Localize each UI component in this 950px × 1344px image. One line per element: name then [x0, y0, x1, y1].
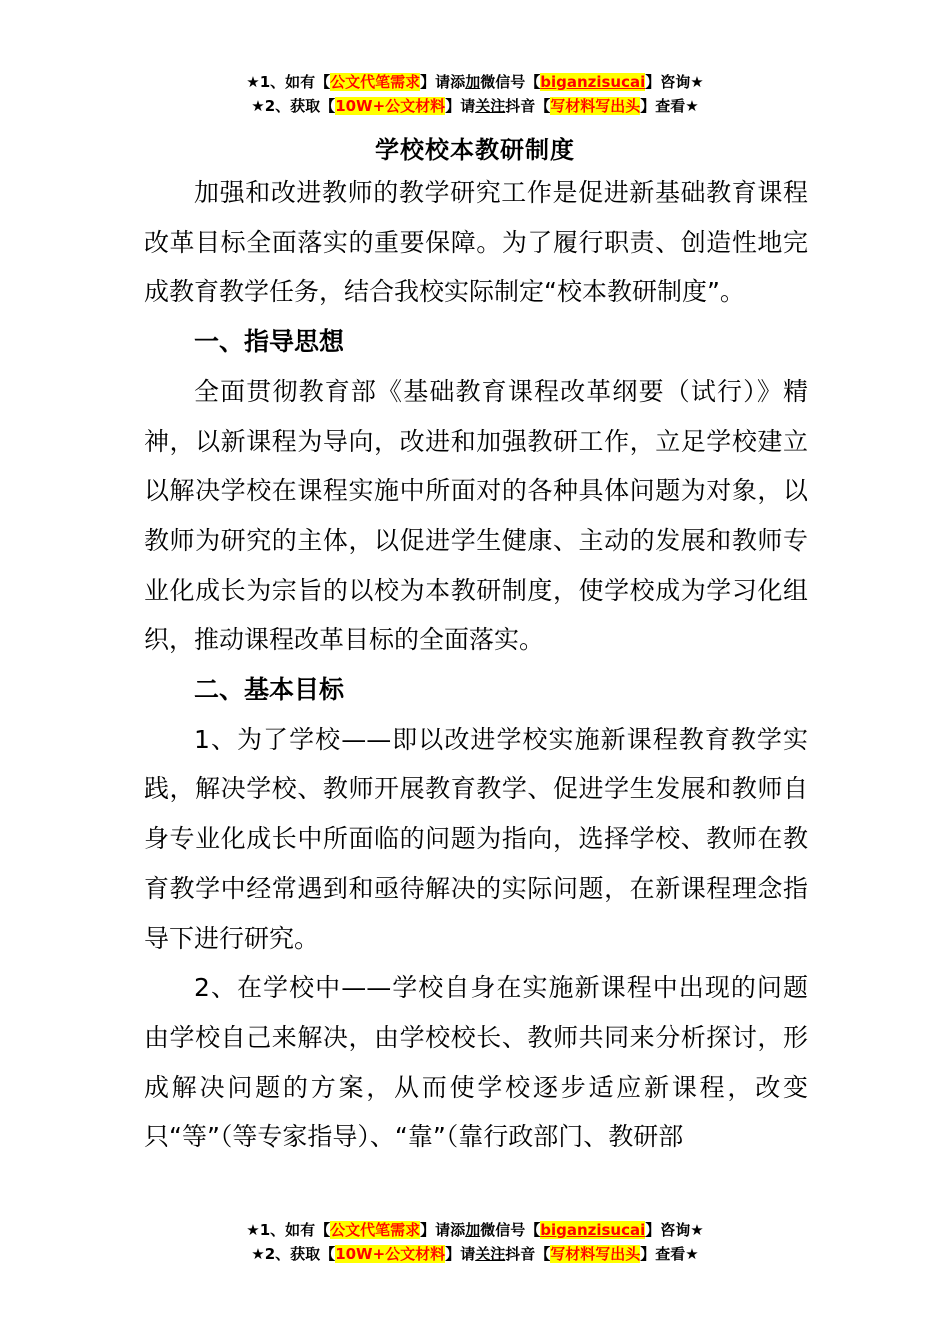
highlight-douyin: 写材料写出头	[550, 1245, 641, 1263]
banner-text: 】咨询★	[645, 1221, 704, 1239]
footer-banner	[0, 1218, 950, 1266]
banner-text: 】请添	[420, 1221, 466, 1239]
highlight-materials: 10W+公文材料	[335, 1245, 446, 1263]
banner-text: 抖音【	[505, 97, 551, 115]
banner-line-2	[0, 94, 950, 118]
paragraph-goal-1: 1、为了学校——即以改进学校实施新课程教育教学实践，解决学校、教师开展教育教学、促进学生发展和教师自身专业化成长中所面临的问题为指向，选择学校、教师在教育教学中经常遇到和亟待解决的实际问题，在新课程理念指导下进行研究。	[144, 724, 808, 953]
banner-text: ★2、获取【	[251, 97, 336, 115]
section-heading-guiding-thought: 一、指导思想	[194, 327, 345, 357]
document-title: 学校校本教研制度	[375, 136, 575, 164]
highlight-materials: 10W+公文材料	[335, 97, 446, 115]
banner-text: 加	[465, 1221, 481, 1239]
document-body	[144, 168, 808, 1162]
section-heading-basic-goals: 二、基本目标	[194, 675, 345, 705]
banner-text: 微信号【	[480, 1221, 541, 1239]
banner-text: 关注	[475, 97, 506, 115]
paragraph-intro: 加强和改进教师的教学研究工作是促进新基础教育课程改革目标全面落实的重要保障。为了履行职责、创造性地完成教育教学任务，结合我校实际制定“校本教研制度”。	[144, 178, 808, 307]
banner-text: 】请添	[420, 73, 466, 91]
banner-line-2	[0, 1242, 950, 1266]
header-banner	[0, 70, 950, 118]
banner-text: 关注	[475, 1245, 506, 1263]
paragraph-guiding-thought: 全面贯彻教育部《基础教育课程改革纲要（试行）》精神，以新课程为导向，改进和加强教研工作，立足学校建立以解决学校在课程实施中所面对的各种具体问题为对象，以教师为研究的主体，以促进学生健康、主动的发展和教师专业化成长为宗旨的以校为本教研制度，使学校成为学习化组织，推动课程改革目标的全面落实。	[144, 376, 808, 655]
banner-text: 】咨询★	[645, 73, 704, 91]
banner-text: ★2、获取【	[251, 1245, 336, 1263]
highlight-wechat-id: biganzisucai	[540, 1221, 646, 1239]
banner-text: 抖音【	[505, 1245, 551, 1263]
banner-text: 】查看★	[640, 97, 699, 115]
banner-text: 】请	[445, 1245, 476, 1263]
banner-text: 】请	[445, 97, 476, 115]
banner-text: ★1、如有【	[246, 1221, 331, 1239]
banner-text: 加	[465, 73, 481, 91]
highlight-wechat-id: biganzisucai	[540, 73, 646, 91]
paragraph-goal-2: 2、在学校中——学校自身在实施新课程中出现的问题由学校自己来解决，由学校校长、教师共同来分析探讨，形成解决问题的方案，从而使学校逐步适应新课程，改变只“等”（等专家指导）、“靠”（靠行政部门、教研部	[144, 973, 808, 1152]
highlight-service: 公文代笔需求	[330, 1221, 421, 1239]
banner-text: 微信号【	[480, 73, 541, 91]
banner-line-1	[0, 1218, 950, 1242]
banner-text: 】查看★	[640, 1245, 699, 1263]
banner-text: ★1、如有【	[246, 73, 331, 91]
highlight-service: 公文代笔需求	[330, 73, 421, 91]
highlight-douyin: 写材料写出头	[550, 97, 641, 115]
banner-line-1	[0, 70, 950, 94]
